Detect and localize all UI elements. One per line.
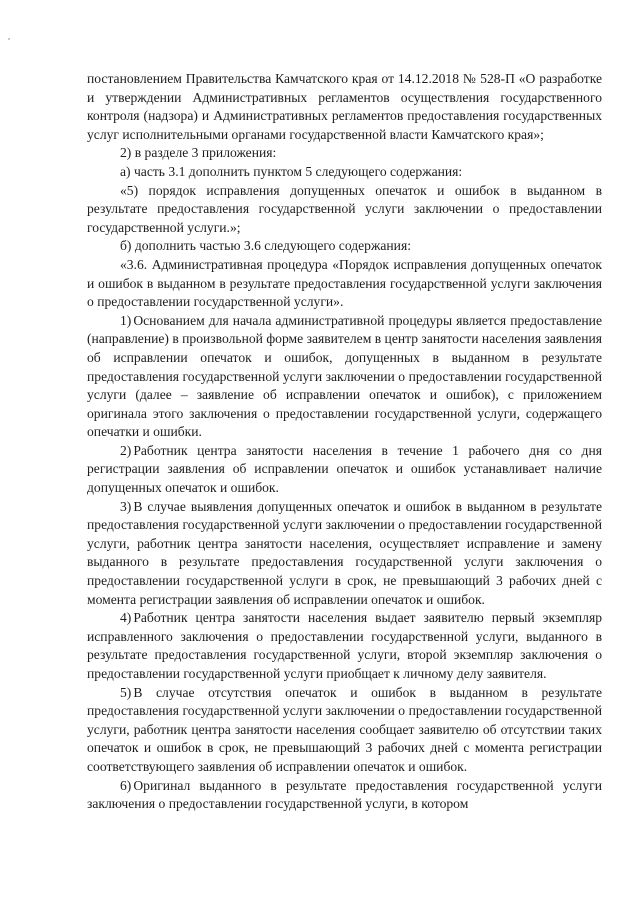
list-item-number: 5) — [120, 684, 132, 700]
list-item-number: 2) — [120, 442, 132, 458]
paragraph-part-3-6: б) дополнить частью 3.6 следующего содержания: — [120, 238, 411, 254]
list-item-1 — [87, 312, 602, 442]
list-item-text: Основанием для начала административной процедуры является предоставление (направление) в произвольной форме заявителем в центр занятости населения заявления об исправлении опечаток и ошибок, допущенных в выданном в результате предоставления государственной услуги заключении о предоставлении государственной услуги (далее – заявление об исправлении опечаток и ошибок), с приложением оригинала этого заключения о предоставлении государственной услуги, содержащего опечатки и ошибки. — [87, 312, 602, 440]
list-item-number: 3) — [120, 498, 132, 514]
list-item-text: Оригинал выданного в результате предоставления государственной услуги заключения о предоставлении государственной услуги, в котором — [87, 777, 602, 812]
document-page — [87, 70, 602, 814]
list-item-text: Работник центра занятости населения в течение 1 рабочего дня со дня регистрации заявления об исправлении опечаток и ошибок устанавливает наличие допущенных опечаток и ошибок. — [87, 442, 602, 496]
list-item-text: В случае отсутствия опечаток и ошибок в выданном в результате предоставления государственной услуги заключении о предоставлении государственной услуги, работник центра занятости населения сообщает заявителю об отсутствии таких опечаток и ошибок в срок, не превышающий 3 рабочих дней с момента регистрации соответствующего заявления об исправлении опечаток и ошибок. — [87, 684, 602, 774]
list-item-number: 4) — [120, 610, 132, 626]
paragraph-continuation: постановлением Правительства Камчатского края от 14.12.2018 № 528-П «О разработке и утверждении Административных регламентов осуществления государственного контроля (надзора) и Административных регламентов предоставления государственных услуг исполнительными органами государственной власти Камчатского края»; — [87, 71, 602, 142]
list-item-text: Работник центра занятости населения выдает заявителю первый экземпляр исправленного заключения о предоставлении государственной услуги, выданного в результате предоставления государственной услуги, второй экземпляр заключения о предоставлении государственной услуги приобщает к личному делу заявителя. — [87, 610, 602, 681]
list-item-5 — [87, 684, 602, 777]
list-item-3 — [87, 498, 602, 610]
list-item-number: 1) — [120, 312, 132, 328]
paragraph-procedure-3-6: «3.6. Административная процедура «Порядок исправления допущенных опечаток и ошибок в выданном в результате предоставления государственной услуги заключения о предоставлении государственной услуги». — [87, 256, 602, 310]
paragraph-item-5-quote: «5) порядок исправления допущенных опечаток и ошибок в выданном в результате предоставления государственной услуги заключении о предоставлении государственной услуги.»; — [87, 182, 602, 235]
paragraph-section-3: 2) в разделе 3 приложения: — [120, 145, 277, 161]
paragraph-part-3-1: а) часть 3.1 дополнить пунктом 5 следующего содержания: — [120, 163, 463, 179]
list-item-2 — [87, 442, 602, 498]
scan-speck — [8, 38, 10, 40]
list-item-text: В случае выявления допущенных опечаток и ошибок в выданном в результате предоставления государственной услуги заключении о предоставлении государственной услуги, работник центра занятости населения, осуществляет исправление и замену выданного в результате предоставления государственной услуги заключения о предоставлении государственной услуги в срок, не превышающий 3 рабочих дней с момента регистрации заявления об исправлении опечаток и ошибок. — [87, 498, 602, 607]
list-item-number: 6) — [120, 777, 132, 793]
list-item-6 — [87, 777, 602, 814]
list-item-4 — [87, 609, 602, 683]
